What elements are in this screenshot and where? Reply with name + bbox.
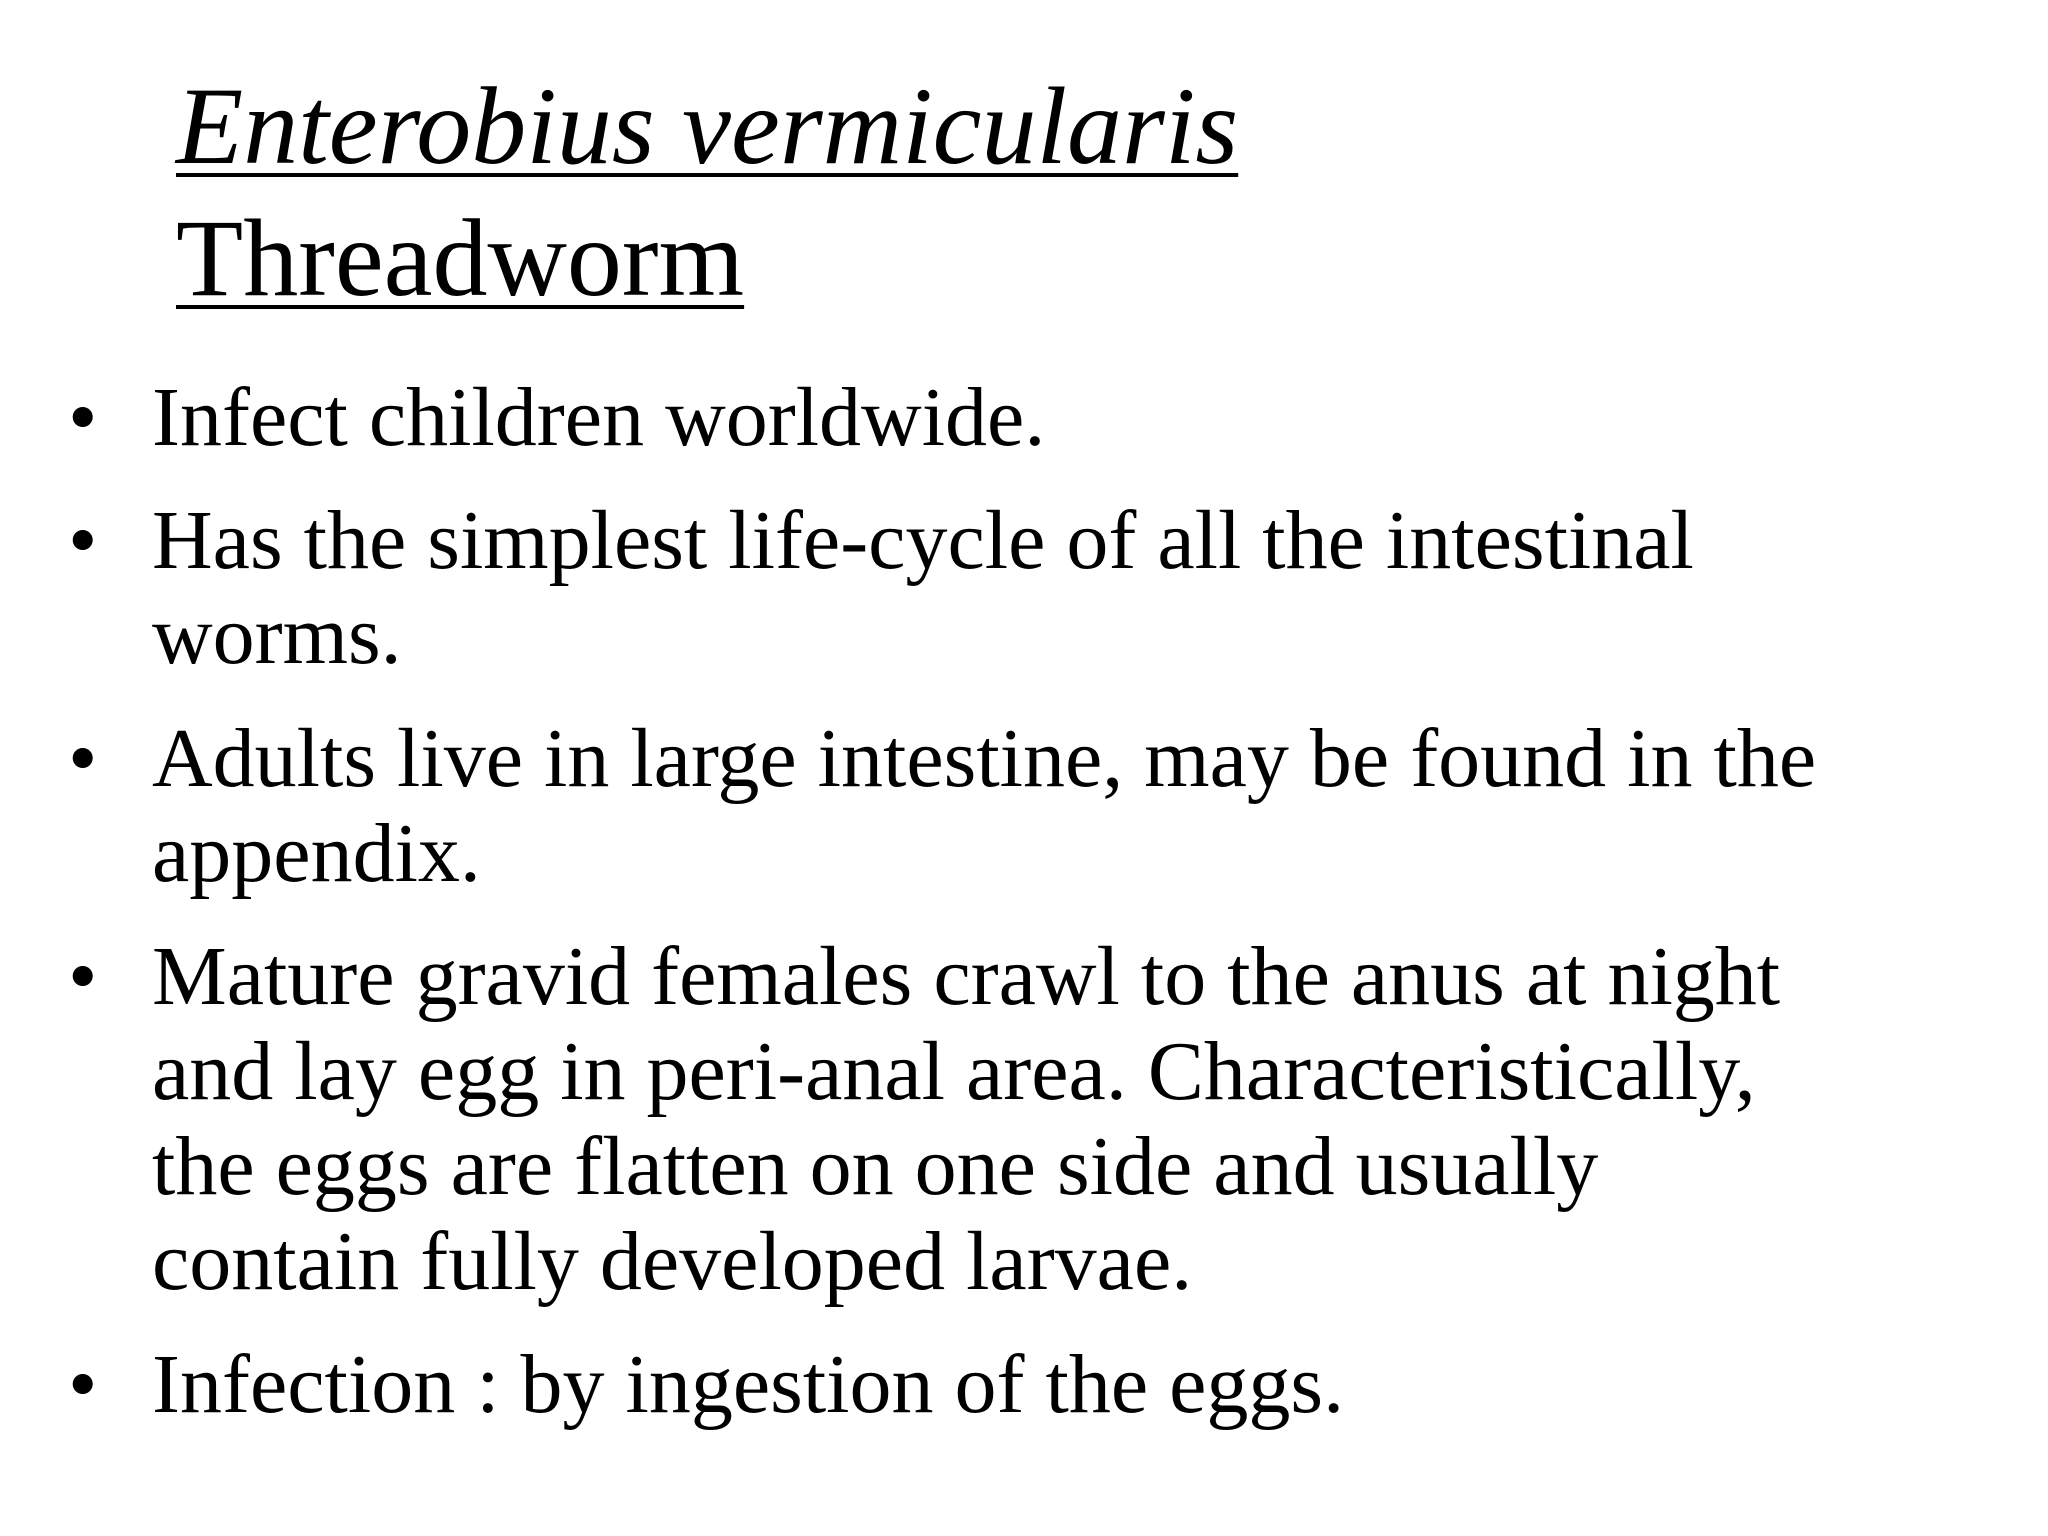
bullet-text: Mature gravid females crawl to the anus at night bbox=[152, 930, 1781, 1023]
bullet-text: Has the simplest life-cycle of all the intestinal bbox=[152, 494, 1694, 587]
bullet-item bbox=[60, 493, 2000, 683]
bullet-text: Infect children worldwide. bbox=[152, 371, 1046, 464]
bullet-item bbox=[60, 711, 2000, 901]
slide-title bbox=[176, 60, 1876, 324]
bullet-icon: • bbox=[68, 712, 98, 805]
bullet-text: Infection : by ingestion of the eggs. bbox=[152, 1338, 1345, 1431]
bullet-text: and lay egg in peri-anal area. Characteristically, bbox=[152, 1025, 1756, 1118]
bullet-icon: • bbox=[68, 494, 98, 587]
title-scientific-name: Enterobius vermicularis bbox=[176, 65, 1239, 187]
bullet-text: the eggs are flatten on one side and usually bbox=[152, 1120, 1599, 1213]
bullet-item bbox=[60, 929, 2000, 1309]
bullet-text: worms. bbox=[152, 589, 402, 682]
title-common-name: Threadworm bbox=[176, 197, 745, 319]
bullet-icon: • bbox=[68, 930, 98, 1023]
bullet-text: appendix. bbox=[152, 807, 481, 900]
bullet-item bbox=[60, 1337, 2000, 1432]
bullet-icon: • bbox=[68, 371, 98, 464]
bullet-icon: • bbox=[68, 1338, 98, 1431]
bullet-text: contain fully developed larvae. bbox=[152, 1215, 1193, 1308]
bullet-list bbox=[60, 370, 2000, 1460]
bullet-text: Adults live in large intestine, may be found in the bbox=[152, 712, 1817, 805]
bullet-item bbox=[60, 370, 2000, 465]
